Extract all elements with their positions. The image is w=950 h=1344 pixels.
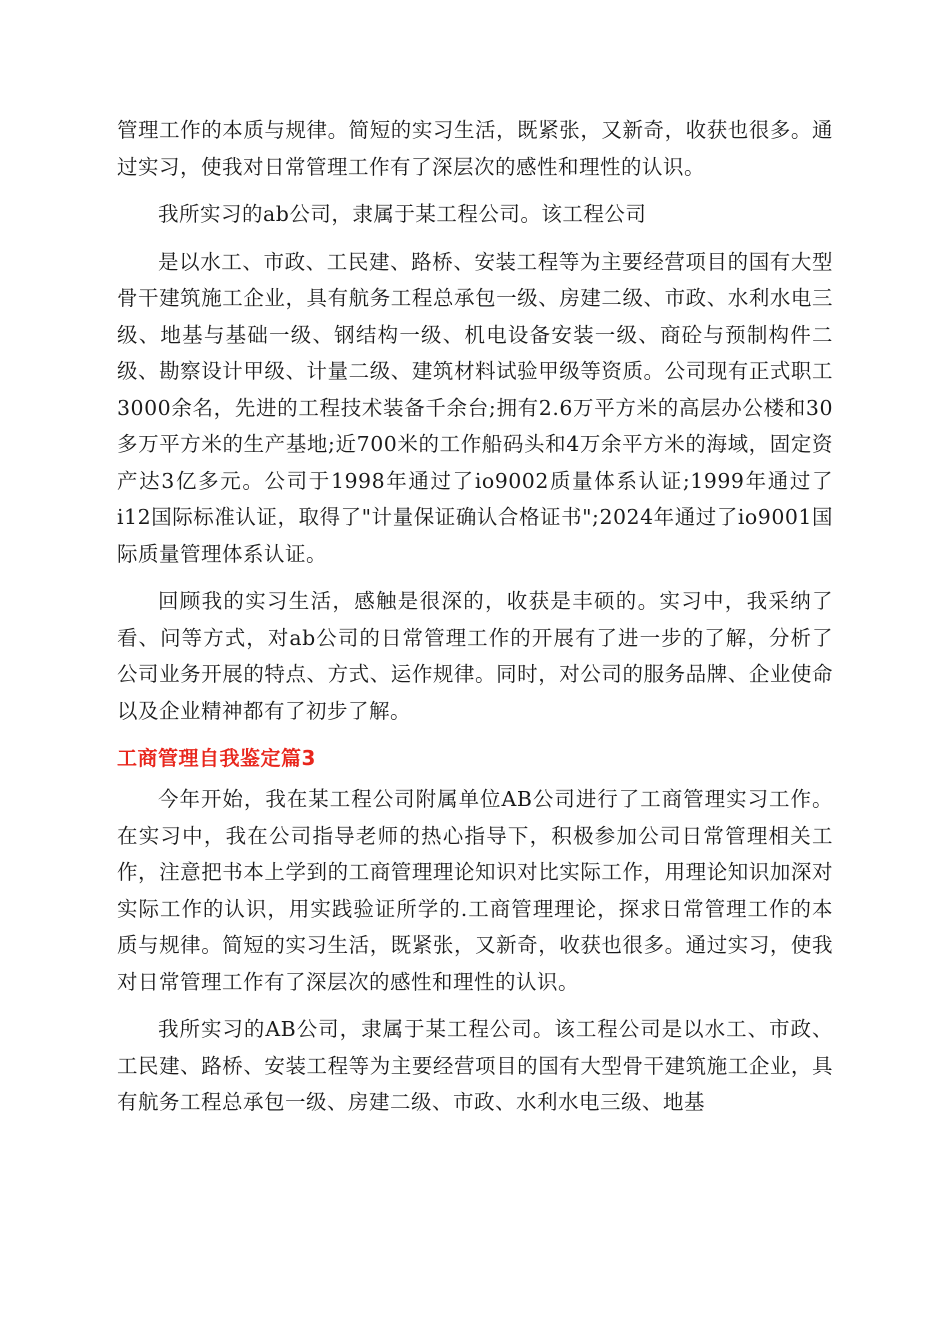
paragraph-company-qualifications: 是以水工、市政、工民建、路桥、安装工程等为主要经营项目的国有大型骨干建筑施工企业，具有航务工程总承包一级、房建二级、市政、水利水电三级、地基与基础一级、钢结构一级、机电设备安装一级、商砼与预制构件二级、勘察设计甲级、计量二级、建筑材料试验甲级等资质。公司现有正式职工3000余名，先进的工程技术装备千余台;拥有2.6万平方米的高层办公楼和30多万平方米的生产基地;近700米的工作船码头和4万余平方米的海域，固定资产达3亿多元。公司于1998年通过了io9002质量体系认证;1999年通过了i12国际标准认证，取得了"计量保证确认合格证书";2024年通过了io9001国际质量管理体系认证。 [117, 249, 833, 566]
paragraph-continued: 管理工作的本质与规律。简短的实习生活，既紧张，又新奇，收获也很多。通过实习，使我对日常管理工作有了深层次的感性和理性的认识。 [117, 118, 833, 179]
paragraph-company-intro-2: 我所实习的AB公司，隶属于某工程公司。该工程公司是以水工、市政、工民建、路桥、安装工程等为主要经营项目的国有大型骨干建筑施工企业，具有航务工程总承包一级、房建二级、市政、水利水电三级、地基 [117, 1017, 833, 1114]
paragraph-internship-start: 今年开始，我在某工程公司附属单位AB公司进行了工商管理实习工作。在实习中，我在公司指导老师的热心指导下，积极参加公司日常管理相关工作，注意把书本上学到的工商管理理论知识对比实际工作，用理论知识加深对实际工作的认识，用实践验证所学的.工商管理理论，探求日常管理工作的本质与规律。简短的实习生活，既紧张，又新奇，收获也很多。通过实习，使我对日常管理工作有了深层次的感性和理性的认识。 [117, 787, 833, 994]
document-body [117, 112, 833, 1121]
section-heading: 工商管理自我鉴定篇3 [117, 746, 316, 770]
paragraph-review: 回顾我的实习生活，感触是很深的，收获是丰硕的。实习中，我采纳了看、问等方式，对ab公司的日常管理工作的开展有了进一步的了解，分析了公司业务开展的特点、方式、运作规律。同时，对公司的服务品牌、企业使命以及企业精神都有了初步了解。 [117, 589, 833, 723]
paragraph-company-intro: 我所实习的ab公司，隶属于某工程公司。该工程公司 [158, 202, 647, 226]
